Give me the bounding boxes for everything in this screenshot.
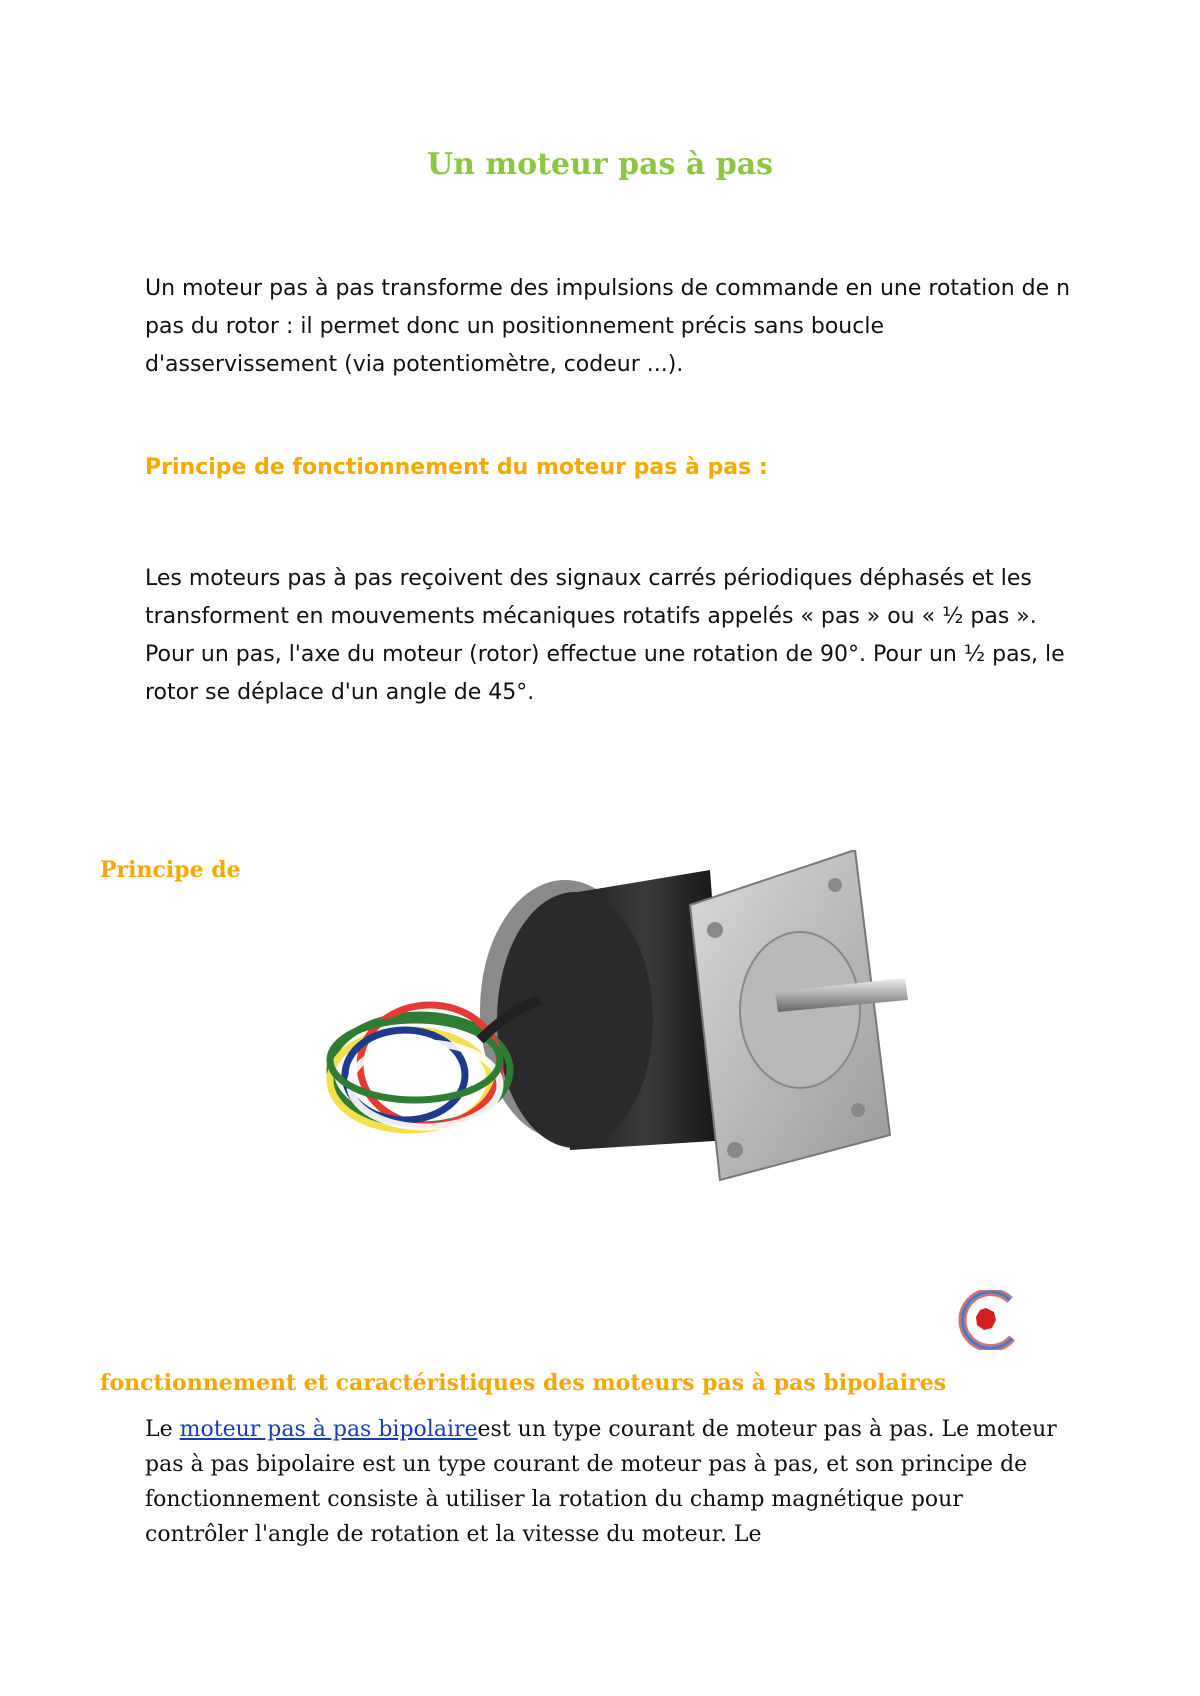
brand-logo-icon bbox=[950, 1290, 1022, 1350]
stepper-motor-image bbox=[310, 850, 1000, 1280]
section-heading-part2: fonctionnement et caractéristiques des moteurs pas à pas bipolaires bbox=[100, 1370, 947, 1396]
bipolar-motor-link[interactable]: moteur pas à pas bipolaire bbox=[179, 1417, 478, 1442]
principle-paragraph: Les moteurs pas à pas reçoivent des signaux carrés périodiques déphasés et les transforment en mouvements mécaniques rotatifs appelés « pas » ou « ½ pas ». Pour un pas, l'axe du moteur (rotor) effectue une rotation de 90°. Pour un ½ pas, le rotor se déplace d'un angle de 45°. bbox=[145, 566, 1065, 705]
bipolar-paragraph bbox=[145, 1412, 1065, 1552]
page-title: Un moteur pas à pas bbox=[426, 147, 774, 182]
bipolar-text-after-link: est un type courant de moteur pas à pas. Le moteur pas à pas bipolaire est un type courant de moteur pas à pas, et son principe de fonctionnement consiste à utiliser la rotation du champ magnétique pour contrôler l'angle de rotation et la vitesse du moteur. Le bbox=[145, 1417, 1057, 1547]
section-heading-principle: Principe de fonctionnement du moteur pas à pas : bbox=[145, 455, 768, 480]
intro-paragraph: Un moteur pas à pas transforme des impulsions de commande en une rotation de n pas du rotor : il permet donc un positionnement précis sans boucle d'asservissement (via potentiomètre, codeur ...). bbox=[145, 276, 1071, 377]
section-heading-part1: Principe de bbox=[100, 857, 241, 883]
bipolar-text-before-link: Le bbox=[145, 1417, 180, 1442]
